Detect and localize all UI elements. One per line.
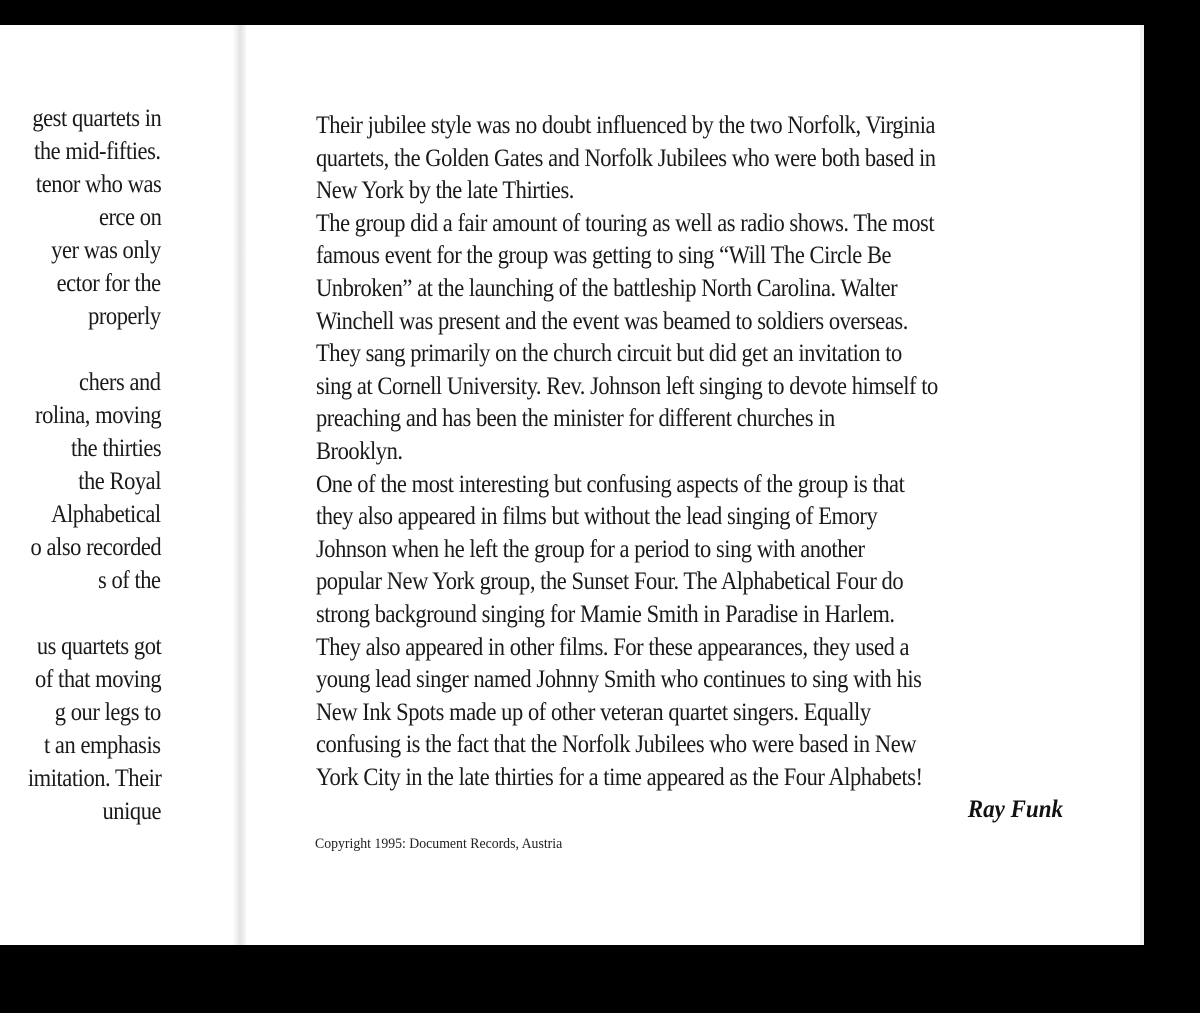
left-line: rolina, moving xyxy=(34,402,161,429)
left-line: chers and xyxy=(79,369,161,396)
text-line: strong background singing for Mamie Smith in Paradise in Harlem. xyxy=(316,600,895,628)
text-line: young lead singer named Johnny Smith who continues to sing with his xyxy=(316,666,922,694)
text-line: Johnson when he left the group for a period to sing with another xyxy=(316,535,865,563)
left-line: t an emphasis xyxy=(44,732,161,759)
text-line: York City in the late thirties for a time appeared as the Four Alphabets! xyxy=(316,763,923,791)
text-line: Unbroken” at the launching of the battleship North Carolina. Walter xyxy=(316,274,898,302)
left-line: ector for the xyxy=(56,270,161,297)
page-edge xyxy=(1140,25,1144,945)
left-line: Alphabetical xyxy=(51,501,161,528)
left-line: of that moving xyxy=(34,666,161,693)
text-line: Brooklyn. xyxy=(316,437,403,465)
text-line: they also appeared in films but without the lead singing of Emory xyxy=(316,503,878,531)
text-line: Winchell was present and the event was beamed to soldiers overseas. xyxy=(316,307,908,335)
left-line: g our legs to xyxy=(54,699,161,726)
left-line: tenor who was xyxy=(35,171,161,198)
text-line: preaching and has been the minister for different churches in xyxy=(316,405,835,433)
page-fold xyxy=(232,25,246,945)
left-line: s of the xyxy=(98,567,161,594)
text-line: quartets, the Golden Gates and Norfolk Jubilees who were both based in xyxy=(316,144,936,172)
text-line: Their jubilee style was no doubt influenced by the two Norfolk, Virginia xyxy=(316,112,936,139)
text-line: popular New York group, the Sunset Four. The Alphabetical Four do xyxy=(316,568,904,596)
main-text-block xyxy=(316,110,1076,794)
author-signature: Ray Funk xyxy=(967,796,1063,823)
left-line: yer was only xyxy=(51,237,161,264)
text-line: confusing is the fact that the Norfolk Jubilees who were based in New xyxy=(316,731,917,759)
left-panel-text xyxy=(0,103,232,843)
text-line: famous event for the group was getting to sing “Will The Circle Be xyxy=(316,242,892,270)
text-line: New York by the late Thirties. xyxy=(316,177,574,205)
left-line: properly xyxy=(88,303,161,330)
left-line: gest quartets in xyxy=(31,105,161,132)
left-line: the mid-fifties. xyxy=(34,138,161,165)
text-line: One of the most interesting but confusing aspects of the group is that xyxy=(316,470,905,498)
left-line: unique xyxy=(102,798,161,825)
left-line: us quartets got xyxy=(36,633,161,660)
left-line: erce on xyxy=(98,204,161,231)
text-line: New Ink Spots made up of other veteran quartet singers. Equally xyxy=(316,698,871,726)
left-line: the Royal xyxy=(78,468,161,495)
text-line: They also appeared in other films. For these appearances, they used a xyxy=(316,633,910,661)
left-line: imitation. Their xyxy=(27,765,161,792)
text-line: They sang primarily on the church circuit but did get an invitation to xyxy=(316,340,902,368)
left-line: the thirties xyxy=(70,435,161,462)
text-line: sing at Cornell University. Rev. Johnson left singing to devote himself to xyxy=(316,372,938,400)
left-line: o also recorded xyxy=(30,534,161,561)
text-line: The group did a fair amount of touring as well as radio shows. The most xyxy=(316,209,935,237)
copyright-notice: Copyright 1995: Document Records, Austria xyxy=(315,836,563,852)
